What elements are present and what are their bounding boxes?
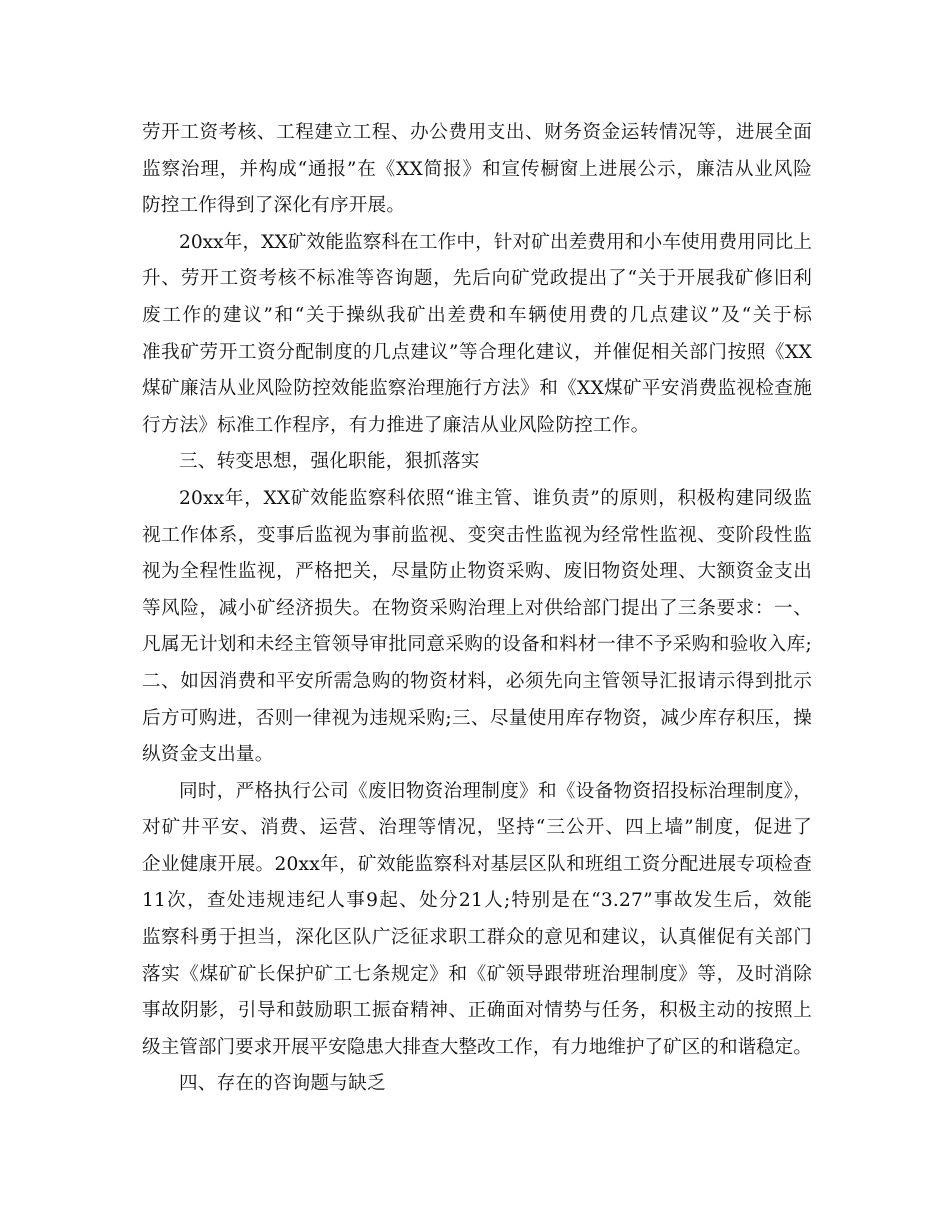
document-body: [142, 115, 812, 1103]
text-line: 升、劳开工资考核不标准等咨询题，先后向矿党政提出了“关于开展我矿修旧利: [142, 268, 812, 290]
paragraph-first-line: 20xx年，XX矿效能监察科依照“谁主管、谁负责”的原则，积极构建同级监: [179, 487, 812, 509]
text-line: 落实《煤矿矿长保护矿工七条规定》和《矿领导跟带班治理制度》等，及时消除: [142, 963, 812, 985]
text-line: 纵资金支出量。: [142, 744, 274, 766]
text-line: 二、如因消费和平安所需急购的物资材料，必须先向主管领导汇报请示得到批示: [142, 670, 812, 692]
section-heading: 四、存在的咨询题与缺乏: [179, 1073, 386, 1095]
text-line: 视为全程性监视，严格把关，尽量防止物资采购、废旧物资处理、大额资金支出: [142, 561, 812, 583]
text-line: 级主管部门要求开展平安隐患大排查大整改工作，有力地维护了矿区的和谐稳定。: [142, 1036, 812, 1058]
text-line: 准我矿劳开工资分配制度的几点建议”等合理化建议，并催促相关部门按照《XX: [142, 341, 812, 363]
section-heading: 三、转变思想，强化职能，狠抓落实: [179, 451, 480, 473]
text-line: 行方法》标准工作程序，有力推进了廉洁从业风险防控工作。: [142, 414, 650, 436]
text-line: 防控工作得到了深化有序开展。: [142, 195, 406, 217]
text-line: 对矿井平安、消费、运营、治理等情况，坚持“三公开、四上墙”制度，促进了: [142, 817, 812, 839]
text-line: 视工作体系，变事后监视为事前监视、变突击性监视为经常性监视、变阶段性监: [142, 524, 812, 546]
paragraph-first-line: 20xx年，XX矿效能监察科在工作中，针对矿出差费用和小车使用费用同比上: [179, 231, 812, 253]
text-line: 后方可购进，否则一律视为违规采购;三、尽量使用库存物资，减少库存积压，操: [142, 707, 812, 729]
text-line: 事故阴影，引导和鼓励职工振奋精神、正确面对情势与任务，积极主动的按照上: [142, 1000, 812, 1022]
text-line: 废工作的建议”和“关于操纵我矿出差费和车辆使用费的几点建议”及“关于标: [142, 304, 812, 326]
text-line: 煤矿廉洁从业风险防控效能监察治理施行方法》和《XX煤矿平安消费监视检查施: [142, 378, 812, 400]
text-line: 11次，查处违规违纪人事9起、处分21人;特别是在“3.27”事故发生后，效能: [142, 890, 812, 912]
text-line: 凡属无计划和未经主管领导审批同意采购的设备和料材一律不予采购和验收入库;: [142, 634, 812, 656]
text-line: 企业健康开展。20xx年，矿效能监察科对基层区队和班组工资分配进展专项检查: [142, 853, 812, 875]
text-line: 监察科勇于担当，深化区队广泛征求职工群众的意见和建议，认真催促有关部门: [142, 927, 812, 949]
text-line: 监察治理，并构成“通报”在《XX简报》和宣传橱窗上进展公示，廉洁从业风险: [142, 158, 812, 180]
text-line: 等风险，减小矿经济损失。在物资采购治理上对供给部门提出了三条要求：一、: [142, 597, 812, 619]
text-line: 劳开工资考核、工程建立工程、办公费用支出、财务资金运转情况等，进展全面: [142, 122, 812, 143]
paragraph-first-line: 同时，严格执行公司《废旧物资治理制度》和《设备物资招投标治理制度》，: [179, 780, 812, 802]
